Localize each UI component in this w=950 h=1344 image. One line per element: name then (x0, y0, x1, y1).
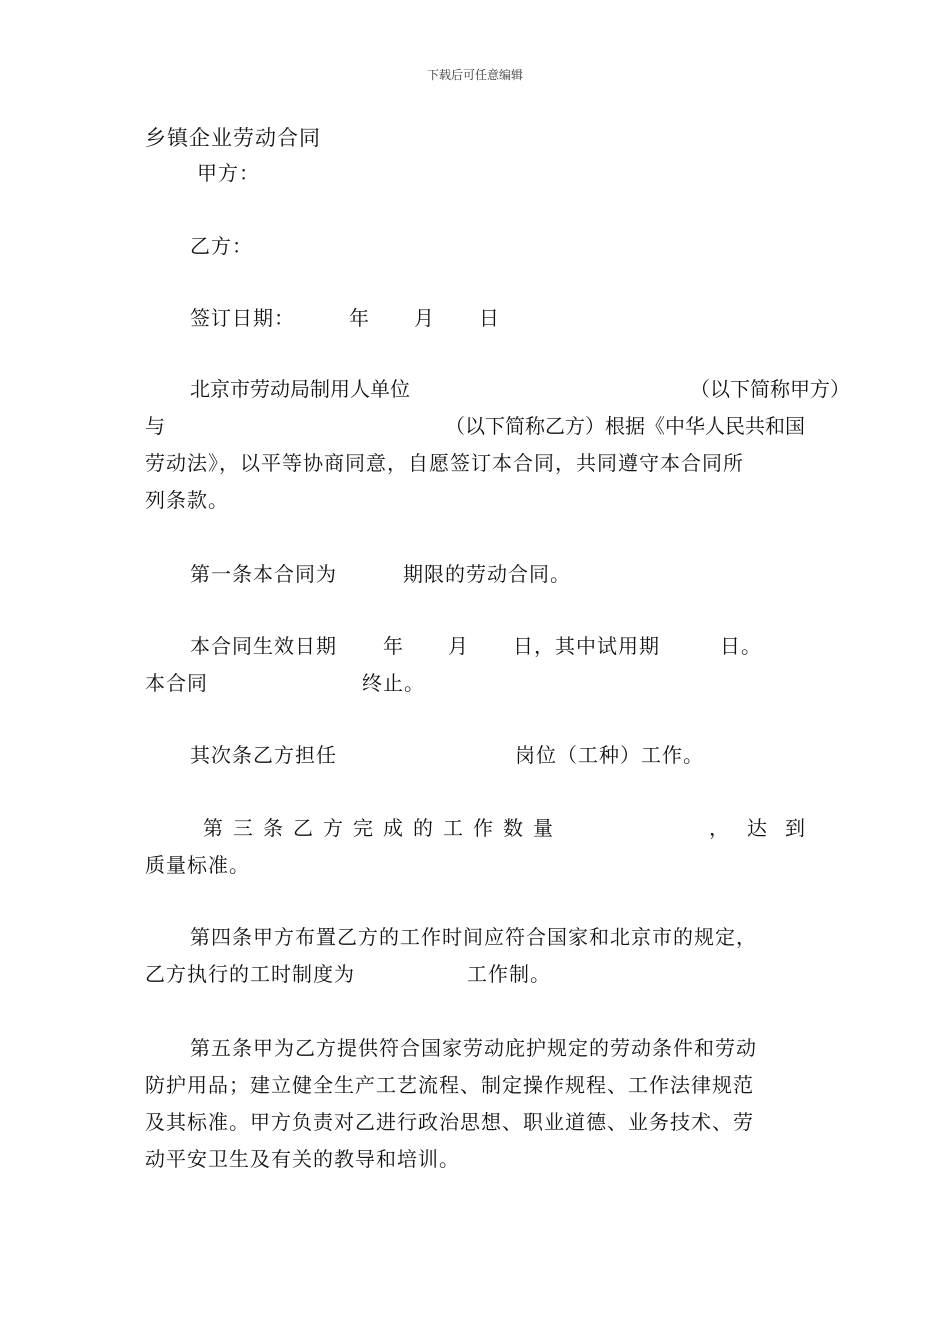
party-a-label: 甲方： (197, 161, 260, 185)
article-3-char: 方 (323, 816, 343, 840)
intro-l1-end: （以下简称甲方） (690, 377, 850, 401)
article-3-char: 第 (203, 816, 223, 840)
article-3-char: 工 (443, 816, 463, 840)
sign-date-line (145, 300, 850, 337)
article-3-char: 量 (533, 816, 553, 840)
document-title: 乡镇企业劳动合同 (145, 126, 321, 150)
article-2-start: 其次条乙方担任 (190, 743, 337, 767)
party-b-line (145, 228, 850, 265)
effective-l2-end: 终止。 (362, 671, 425, 695)
article-3-line-2: 质量标准。 (145, 853, 250, 877)
article-5-line-4: 动平安卫生及有关的教导和培训。 (145, 1147, 460, 1171)
article-2-end: 岗位（工种）工作。 (515, 743, 704, 767)
article-1-end: 期限的劳动合同。 (403, 562, 571, 586)
article-3-chars (203, 810, 553, 847)
intro-line-2 (145, 408, 805, 445)
article-3-tail-char: ， (709, 816, 729, 840)
article-5-line-1: 第五条甲为乙方提供符合国家劳动庇护规定的劳动条件和劳动 (190, 1036, 757, 1060)
effective-year: 年 (383, 634, 404, 658)
intro-l2-end: （以下简称乙方）根据《中华人民共和国 (445, 414, 805, 438)
effective-trial-text: 日，其中试用期 (513, 634, 660, 658)
intro-line-1 (145, 371, 850, 408)
article-1-start: 第一条本合同为 (190, 562, 337, 586)
article-4-l2-start: 乙方执行的工时制度为 (145, 962, 355, 986)
article-3-char: 成 (383, 816, 403, 840)
effective-line-2 (145, 665, 805, 702)
effective-date-label: 本合同生效日期 (190, 634, 337, 658)
article-3-char: 数 (503, 816, 523, 840)
article-3-char: 作 (473, 816, 493, 840)
intro-line-4: 列条款。 (145, 488, 229, 512)
article-3-char: 条 (263, 816, 283, 840)
sign-date-label: 签订日期： (190, 306, 295, 330)
article-3-tail-char: 达 (747, 816, 767, 840)
article-3-tail-char: 到 (785, 816, 805, 840)
effective-month: 月 (448, 634, 469, 658)
article-3-char: 乙 (293, 816, 313, 840)
article-3-line-1 (145, 810, 805, 847)
sign-date-day: 日 (479, 306, 500, 330)
article-3-char: 的 (413, 816, 433, 840)
article-4-line-2 (145, 956, 805, 993)
article-3-char: 三 (233, 816, 253, 840)
article-5-line-2: 防护用品；建立健全生产工艺流程、制定操作规程、工作法律规范 (145, 1073, 754, 1097)
effective-line-1 (145, 628, 850, 665)
article-2 (145, 737, 850, 774)
effective-l2-start: 本合同 (145, 671, 208, 695)
article-4-line-1: 第四条甲方布置乙方的工作时间应符合国家和北京市的规定， (190, 925, 757, 949)
article-1 (145, 556, 850, 593)
party-a-line (145, 155, 857, 192)
article-4-l2-end: 工作制。 (467, 962, 551, 986)
party-b-label: 乙方： (190, 234, 253, 258)
article-3-tail (709, 810, 805, 847)
header-note: 下载后可任意编辑 (426, 68, 523, 82)
article-5-line-3: 及其标准。甲方负责对乙进行政治思想、职业道德、业务技术、劳 (145, 1110, 754, 1134)
effective-day-end: 日。 (720, 634, 762, 658)
article-3-char: 完 (353, 816, 373, 840)
intro-l2-start: 与 (145, 414, 165, 438)
intro-l1-start: 北京市劳动局制用人单位 (190, 377, 410, 401)
sign-date-year: 年 (349, 306, 370, 330)
intro-line-3: 劳动法》，以平等协商同意，自愿签订本合同，共同遵守本合同所 (145, 451, 744, 475)
sign-date-month: 月 (414, 306, 435, 330)
